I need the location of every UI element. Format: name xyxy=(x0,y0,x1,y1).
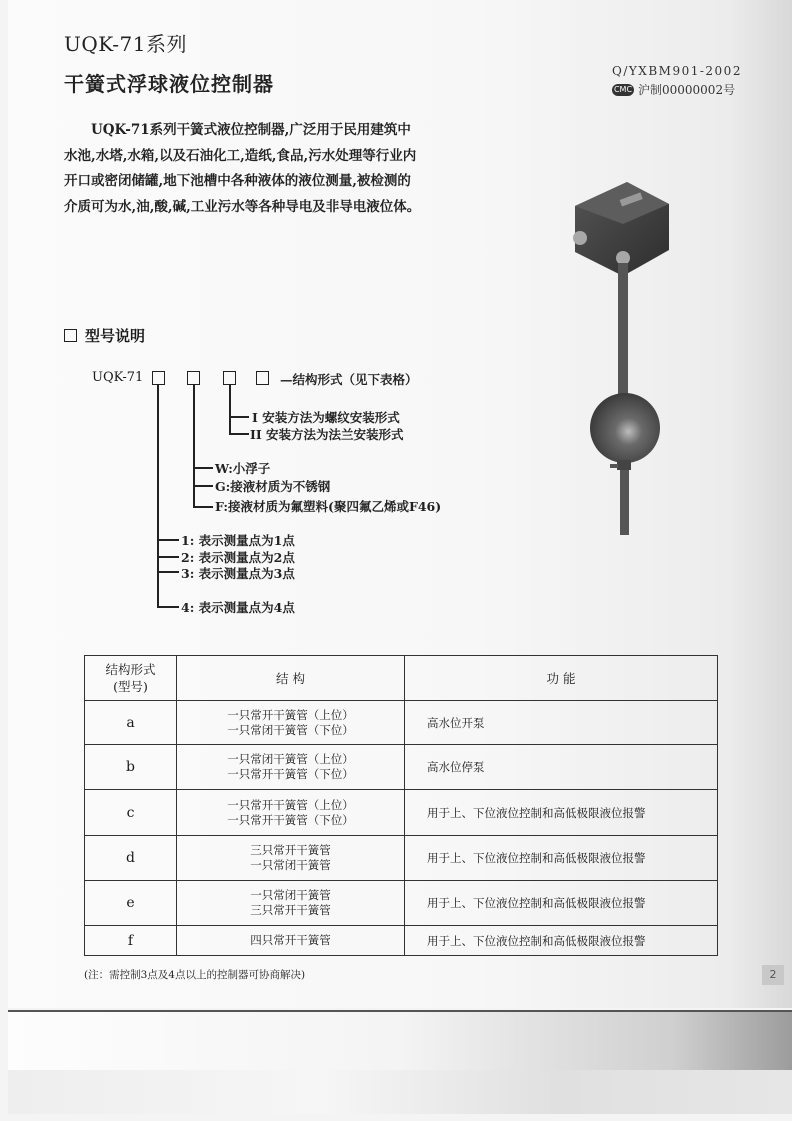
connector-line xyxy=(193,385,195,507)
table-row xyxy=(85,926,718,956)
float-switch-product-image xyxy=(565,178,705,538)
table-row xyxy=(85,790,718,836)
table-row xyxy=(85,745,718,790)
model-box-points xyxy=(152,371,165,385)
connector-line xyxy=(157,571,179,573)
type-cell: a xyxy=(85,701,177,745)
connector-line xyxy=(229,433,249,435)
structure-table xyxy=(84,655,718,956)
connector-line xyxy=(157,539,179,541)
scan-margin xyxy=(792,0,799,1121)
connector-line xyxy=(229,416,249,418)
product-title: 干簧式浮球液位控制器 xyxy=(64,72,274,96)
structure-cell: 一只常闭干簧管（上位） 一只常开干簧管（下位） xyxy=(177,745,405,790)
table-row xyxy=(85,881,718,926)
connector-line xyxy=(157,606,179,608)
page-number: 2 xyxy=(762,965,784,985)
structure-cell: 四只常开干簧管 xyxy=(177,926,405,956)
structure-label: —结构形式（见下表格） xyxy=(280,372,418,387)
function-cell: 用于上、下位液位控制和高低极限液位报警 xyxy=(405,881,718,926)
table-header-row xyxy=(85,656,718,701)
function-cell: 用于上、下位液位控制和高低极限液位报警 xyxy=(405,790,718,836)
table-row xyxy=(85,836,718,881)
model-box-structure xyxy=(256,371,269,385)
series-title: UQK-71系列 xyxy=(64,32,187,56)
model-box-material xyxy=(187,371,200,385)
section-title: 型号说明 xyxy=(85,327,146,345)
standard-number: Q/YXBM901-2002 xyxy=(612,64,742,78)
cmc-logo-icon: CMC xyxy=(613,84,633,94)
model-section-heading xyxy=(64,325,145,346)
material-option: G:接液材质为不锈钢 xyxy=(215,479,331,494)
connector-line xyxy=(229,385,231,434)
model-box-install xyxy=(223,371,236,385)
table-row xyxy=(85,701,718,745)
certification xyxy=(612,81,735,98)
points-option: 2: 表示测量点为2点 xyxy=(181,550,295,565)
type-cell: b xyxy=(85,745,177,790)
type-cell: f xyxy=(85,926,177,956)
type-cell: c xyxy=(85,790,177,836)
connector-line xyxy=(157,556,179,558)
function-cell: 用于上、下位液位控制和高低极限液位报警 xyxy=(405,926,718,956)
page-edge-band xyxy=(8,1010,792,1072)
cert-number: 沪制00000002号 xyxy=(638,83,736,97)
material-option: W:小浮子 xyxy=(215,461,271,476)
function-cell: 用于上、下位液位控制和高低极限液位报警 xyxy=(405,836,718,881)
install-option: I 安装方法为螺纹安装形式 xyxy=(252,410,400,425)
connector-line xyxy=(193,485,213,487)
model-prefix: UQK-71 xyxy=(92,370,144,385)
intro-line: 开口或密闭储罐,地下池槽中各种液体的液位测量,被检测的 xyxy=(64,173,411,189)
intro-line: 介质可为水,油,酸,碱,工业污水等各种导电及非导电液位体。 xyxy=(64,198,421,215)
header-type: 结构形式 (型号) xyxy=(85,656,177,701)
connector-line xyxy=(193,467,213,469)
connector-line xyxy=(157,385,159,607)
install-option: II 安装方法为法兰安装形式 xyxy=(250,427,404,442)
function-cell: 高水位开泵 xyxy=(405,701,718,745)
intro-paragraph xyxy=(64,118,464,220)
scan-background xyxy=(8,1070,792,1114)
intro-line: UQK-71系列干簧式液位控制器,广泛用于民用建筑中 xyxy=(91,122,411,138)
structure-cell: 三只常开干簧管 一只常闭干簧管 xyxy=(177,836,405,881)
points-option: 3: 表示测量点为3点 xyxy=(181,566,295,581)
checkbox-square-icon xyxy=(64,329,77,342)
structure-cell: 一只常开干簧管（上位） 一只常闭干簧管（下位） xyxy=(177,701,405,745)
structure-cell: 一只常开干簧管（上位） 一只常开干簧管（下位） xyxy=(177,790,405,836)
intro-line: 水池,水塔,水箱,以及石油化工,造纸,食品,污水处理等行业内 xyxy=(64,147,417,164)
structure-cell: 一只常闭干簧管 三只常开干簧管 xyxy=(177,881,405,926)
type-cell: e xyxy=(85,881,177,926)
header-structure: 结 构 xyxy=(177,656,405,701)
material-option: F:接液材质为氟塑料(聚四氟乙烯或F46) xyxy=(215,499,442,514)
type-cell: d xyxy=(85,836,177,881)
header-function: 功 能 xyxy=(405,656,718,701)
function-cell: 高水位停泵 xyxy=(405,745,718,790)
table-note: (注：需控制3点及4点以上的控制器可协商解决) xyxy=(84,969,306,981)
points-option: 4: 表示测量点为4点 xyxy=(181,600,295,615)
connector-line xyxy=(193,506,213,508)
points-option: 1: 表示测量点为1点 xyxy=(181,533,295,548)
